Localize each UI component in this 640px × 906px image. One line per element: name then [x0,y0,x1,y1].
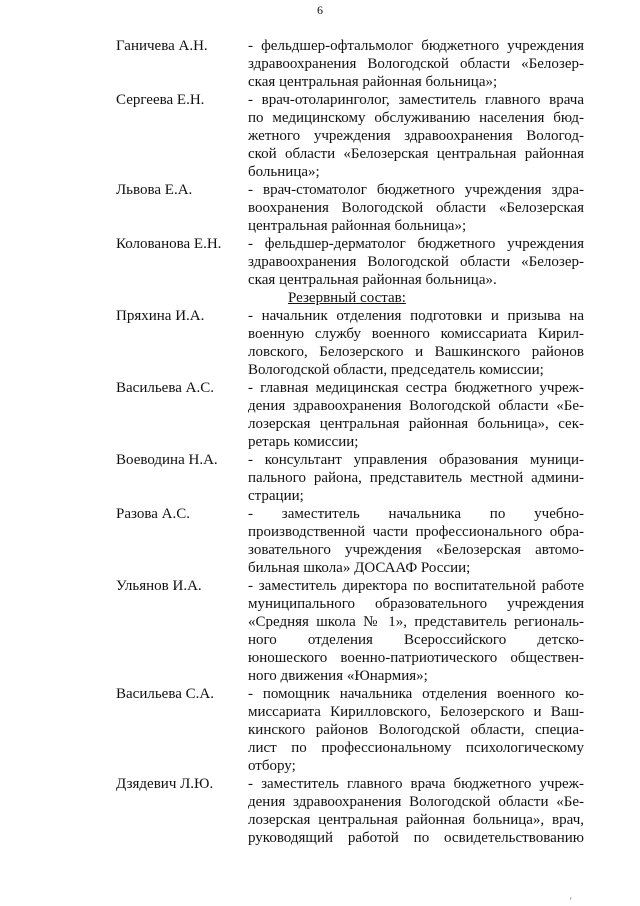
role-line: ской области «Белозерская центральная районная [248,146,584,162]
role-line: зовательного учреждения «Белозерская автомо- [248,542,584,558]
reserve-heading: Резервный состав: [288,290,406,306]
member-name: Пряхина И.А. [116,308,205,324]
role-line: ская центральная районная больница». [248,272,497,288]
role-line: - заместитель директора по воспитательной работе [248,578,584,594]
member-role [248,91,584,181]
role-line: - начальник отделения подготовки и призыва на [248,308,584,324]
commission-roster [116,37,584,847]
role-line: лозерская центральная районная больница», сек- [248,416,584,432]
member-name: Васильева С.А. [116,686,214,702]
role-line: дения здравоохранения Вологодской области «Бе- [248,794,584,810]
role-line: здравоохранения Вологодской области «Белозер- [248,56,584,72]
reserve-entry [116,307,584,379]
member-role [248,451,584,505]
member-name: Васильева А.С. [116,380,214,396]
role-line: - главная медицинская сестра бюджетного учреж- [248,380,584,396]
member-role [248,379,584,451]
member-role [248,181,584,235]
member-entry [116,91,584,181]
role-line: Вологодской области, председатель комиссии; [248,362,544,378]
role-line: руководящий работой по освидетельствованию [248,830,584,846]
reserve-entry [116,505,584,577]
role-line: лист по профессиональному психологическому [248,740,584,756]
role-line: военную службу военного комиссариата Кирил- [248,326,584,342]
role-line: - врач-стоматолог бюджетного учреждения здра- [248,182,584,198]
member-role [248,505,584,577]
role-line: - консультант управления образования муници- [248,452,584,468]
reserve-entry [116,451,584,505]
role-line: центральная районная больница»; [248,218,467,234]
role-line: «Средняя школа № 1», представитель региональ- [248,614,584,630]
member-role [248,307,584,379]
role-line: ретарь комиссии; [248,434,359,450]
page-mark: ' [570,896,572,906]
role-line: ловского, Белозерского и Вашкинского районов [248,344,584,360]
role-line: ного движения «Юнармия»; [248,668,428,684]
member-name: Ульянов И.А. [116,578,202,594]
role-line: миссариата Кирилловского, Белозерского и Ваш- [248,704,584,720]
reserve-entry [116,775,584,847]
page-number: 6 [317,3,323,17]
reserve-entry [116,379,584,451]
role-line: - заместитель главного врача бюджетного учреж- [248,776,584,792]
role-line: муниципального образовательного учреждения [248,596,584,612]
member-role [248,235,584,289]
role-line: юношеского военно-патриотического обществен- [248,650,584,666]
role-line: лозерская центральная районная больница», врач, [248,812,584,828]
member-role [248,685,584,775]
member-name: Воеводина Н.А. [116,452,218,468]
member-name: Дзядевич Л.Ю. [116,776,214,792]
role-line: здравоохранения Вологодской области «Белозер- [248,254,584,270]
member-entry [116,37,584,91]
member-role [248,577,584,685]
role-line: пального района, представитель местной админи- [248,470,584,486]
role-line: кинского районов Вологодской области, специа- [248,722,584,738]
role-line: ская центральная районная больница»; [248,74,498,90]
reserve-entry [116,577,584,685]
reserve-entry [116,685,584,775]
member-name: Львова Е.А. [116,182,193,198]
member-role [248,37,584,91]
role-line: ного отделения Всероссийского детско- [248,632,584,648]
role-line: - заместитель начальника по учебно- [248,506,584,522]
member-name: Сергеева Е.Н. [116,92,205,108]
role-line: - фельдшер-офтальмолог бюджетного учреждения [248,38,584,54]
member-name: Разова А.С. [116,506,190,522]
role-line: больница»; [248,164,320,180]
role-line: бильная школа» ДОСААФ России; [248,560,471,576]
role-line: воохранения Вологодской области «Белозерская [248,200,584,216]
member-role [248,775,584,847]
role-line: отбору; [248,758,296,774]
role-line: по медицинскому обслуживанию населения бюд- [248,110,584,126]
member-entry [116,181,584,235]
role-line: дения здравоохранения Вологодской области «Бе- [248,398,584,414]
role-line: страции; [248,488,304,504]
role-line: - фельдшер-дерматолог бюджетного учреждения [248,236,584,252]
member-name: Колованова Е.Н. [116,236,222,252]
role-line: - врач-отоларинголог, заместитель главного врача [248,92,584,108]
member-name: Ганичева А.Н. [116,38,208,54]
role-line: жетного учреждения здравоохранения Вологод- [248,128,584,144]
role-line: производственной части профессионального обра- [248,524,584,540]
member-entry [116,235,584,289]
role-line: - помощник начальника отделения военного ко- [248,686,584,702]
